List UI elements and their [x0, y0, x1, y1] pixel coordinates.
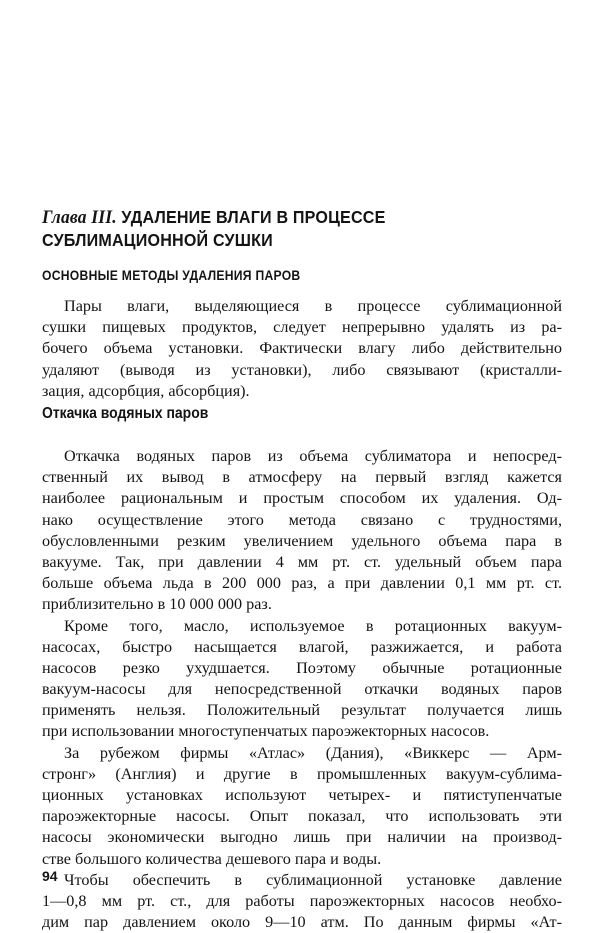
text-line: обусловленными резким увеличением удельного объема пара в [42, 531, 562, 550]
text-line: больше объема льда в 200 000 раз, а при давлении 0,1 мм рт. ст. [42, 574, 562, 593]
text-line: насосах, быстро насыщается влагой, разжижается, и работа [42, 637, 562, 656]
text-line: стве большого количества дешевого пара и воды. [42, 849, 382, 868]
text-line: дим пар давлением около 9—10 атм. По данным фирмы «Ат- [42, 913, 562, 932]
text-line: стронг» (Англия) и другие в промышленных вакуум-сублима- [42, 764, 562, 783]
text-line: Кроме того, масло, используемое в ротационных вакуум- [64, 616, 562, 635]
paragraph-methods [42, 296, 562, 402]
text-line: 1—0,8 мм рт. ст., для работы пароэжекторных насосов необхо- [42, 891, 562, 910]
text-line: насосов резко ухудшается. Поэтому обычные ротационные [42, 658, 562, 677]
text-line: вакууме. Так, при давлении 4 мм рт. ст. удельный объем пара [42, 552, 562, 571]
text-line: нако осуществление этого метода связано с трудностями, [42, 510, 562, 529]
page-number: 94 [42, 868, 58, 884]
text-line: вакуум-насосы для непосредственной откачки водяных паров [42, 680, 562, 699]
text-line: наиболее рациональным и простым способом их удаления. Од- [42, 489, 562, 508]
text-line: пароэжекторные насосы. Опыт показал, что использовать эти [42, 807, 562, 826]
section-heading-methods: ОСНОВНЫЕ МЕТОДЫ УДАЛЕНИЯ ПАРОВ [42, 268, 301, 283]
chapter-number: Глава III. [42, 207, 117, 228]
text-line: За рубежом фирмы «Атлас» (Дания), «Виккерс — Арм- [64, 743, 562, 762]
paragraphs-pumping [42, 446, 562, 933]
text-line: при использовании многоступенчатых пароэжекторных насосов. [42, 722, 490, 741]
chapter-title-line-2: СУБЛИМАЦИОННОЙ СУШКИ [42, 230, 273, 250]
text-line: ционных установках используют четырех- и пятиступенчатые [42, 786, 562, 804]
chapter-title-line-1 [42, 206, 520, 229]
section-heading-pumping: Откачка водяных паров [42, 405, 209, 422]
text-line: зация, адсорбция, абсорбция). [42, 381, 250, 400]
text-line: Откачка водяных паров из объема сублиматора и непосред- [64, 447, 562, 465]
text-line: бочего объема установки. Фактически влагу либо действительно [42, 339, 562, 358]
text-line: Чтобы обеспечить в сублимационной установке давление [64, 870, 562, 889]
text-line: ственный их вывод в атмосферу на первый взгляд кажется [42, 468, 562, 487]
text-line: насосы экономически выгодно лишь при наличии на производ- [42, 828, 562, 847]
text-line: Пары влаги, выделяющиеся в процессе сублимационной [64, 297, 562, 315]
chapter-title-text: УДАЛЕНИЕ ВЛАГИ В ПРОЦЕССЕ [121, 207, 386, 227]
text-line: сушки пищевых продуктов, следует непрерывно удалять из ра- [42, 318, 562, 337]
text-line: приблизительно в 10 000 000 раз. [42, 595, 272, 614]
chapter-title [42, 206, 520, 252]
text-line: удаляют (выводя из установки), либо связывают (кристалли- [42, 360, 562, 379]
text-line: применять нельзя. Положительный результат получается лишь [42, 701, 562, 720]
